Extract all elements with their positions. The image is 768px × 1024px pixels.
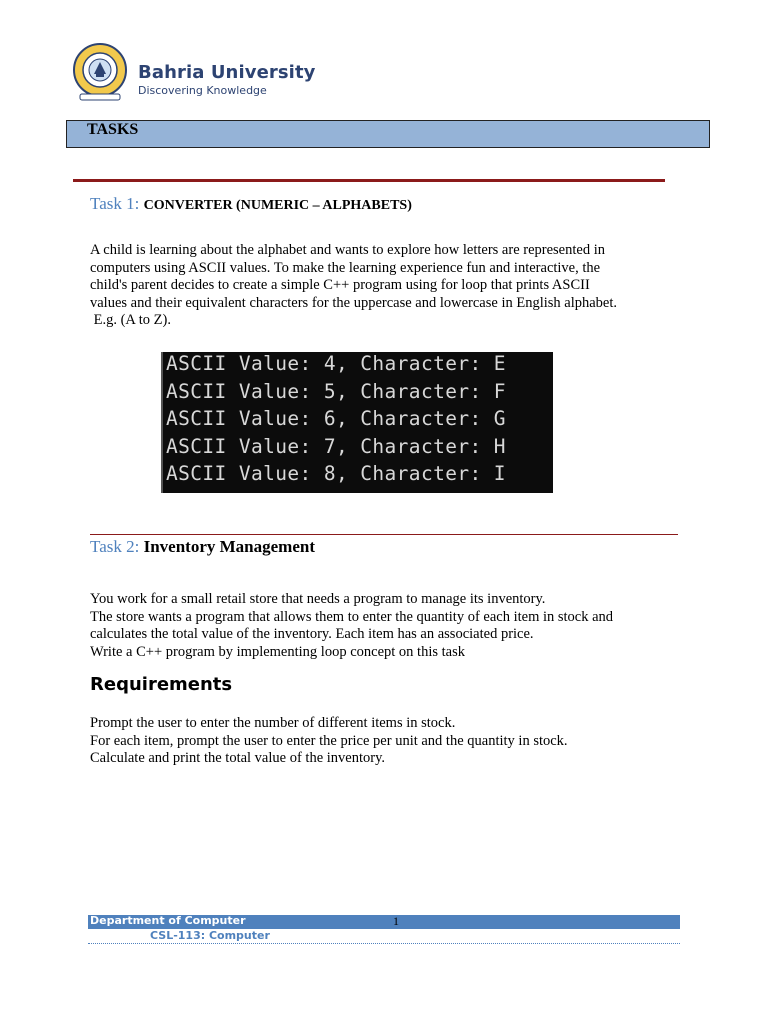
console-line: ASCII Value: 7, Character: H	[166, 434, 506, 458]
requirement-item: Calculate and print the total value of the inventory.	[90, 750, 386, 766]
console-line: ASCII Value: 4, Character: E	[166, 352, 506, 375]
console-line: ASCII Value: 5, Character: F	[166, 379, 506, 403]
tasks-banner	[66, 120, 710, 148]
university-seal-icon	[72, 42, 128, 102]
task2-description	[90, 591, 678, 661]
console-output-image	[161, 352, 553, 493]
requirement-item: For each item, prompt the user to enter the price per unit and the quantity in stock.	[90, 732, 568, 749]
task1-description	[90, 242, 678, 330]
task1-number: Task 1:	[90, 194, 140, 213]
task1-line: E.g. (A to Z).	[90, 312, 171, 328]
task2-line: You work for a small retail store that needs a program to manage its inventory.	[90, 591, 546, 607]
section-divider	[90, 534, 678, 535]
task1-line: child's parent decides to create a simple C++ program using for loop that prints ASCII	[90, 277, 590, 293]
task2-heading	[90, 537, 315, 557]
console-line: ASCII Value: 6, Character: G	[166, 407, 506, 430]
footer-divider	[88, 943, 680, 944]
footer-course: CSL-113: Computer	[150, 929, 270, 942]
task2-title: Inventory Management	[143, 537, 315, 556]
requirement-item: Prompt the user to enter the number of different items in stock.	[90, 715, 456, 731]
page-number: 1	[393, 914, 399, 928]
console-line: ASCII Value: 8, Character: I	[166, 462, 506, 485]
requirements-list	[90, 715, 678, 768]
task2-number: Task 2:	[90, 537, 140, 556]
university-logo	[72, 42, 316, 104]
section-divider	[73, 179, 665, 182]
university-name: Bahria University	[138, 62, 316, 83]
task2-line: The store wants a program that allows them to enter the quantity of each item in stock and	[90, 608, 614, 625]
task1-line: computers using ASCII values. To make the learning experience fun and interactive, the	[90, 259, 601, 276]
task1-line: A child is learning about the alphabet and wants to explore how letters are represented in	[90, 242, 605, 258]
task2-line: Write a C++ program by implementing loop concept on this task	[90, 643, 465, 660]
task2-line: calculates the total value of the inventory. Each item has an associated price.	[90, 626, 534, 642]
footer-department: Department of Computer	[90, 914, 246, 927]
university-tagline: Discovering Knowledge	[138, 84, 267, 97]
task1-line: values and their equivalent characters for the uppercase and lowercase in English alphabet.	[90, 294, 618, 311]
tasks-heading: TASKS	[87, 121, 139, 138]
task1-title: CONVERTER (NUMERIC – ALPHABETS)	[143, 198, 412, 213]
task1-heading	[90, 194, 412, 214]
requirements-heading: Requirements	[90, 674, 233, 695]
footer-bar	[88, 915, 680, 929]
